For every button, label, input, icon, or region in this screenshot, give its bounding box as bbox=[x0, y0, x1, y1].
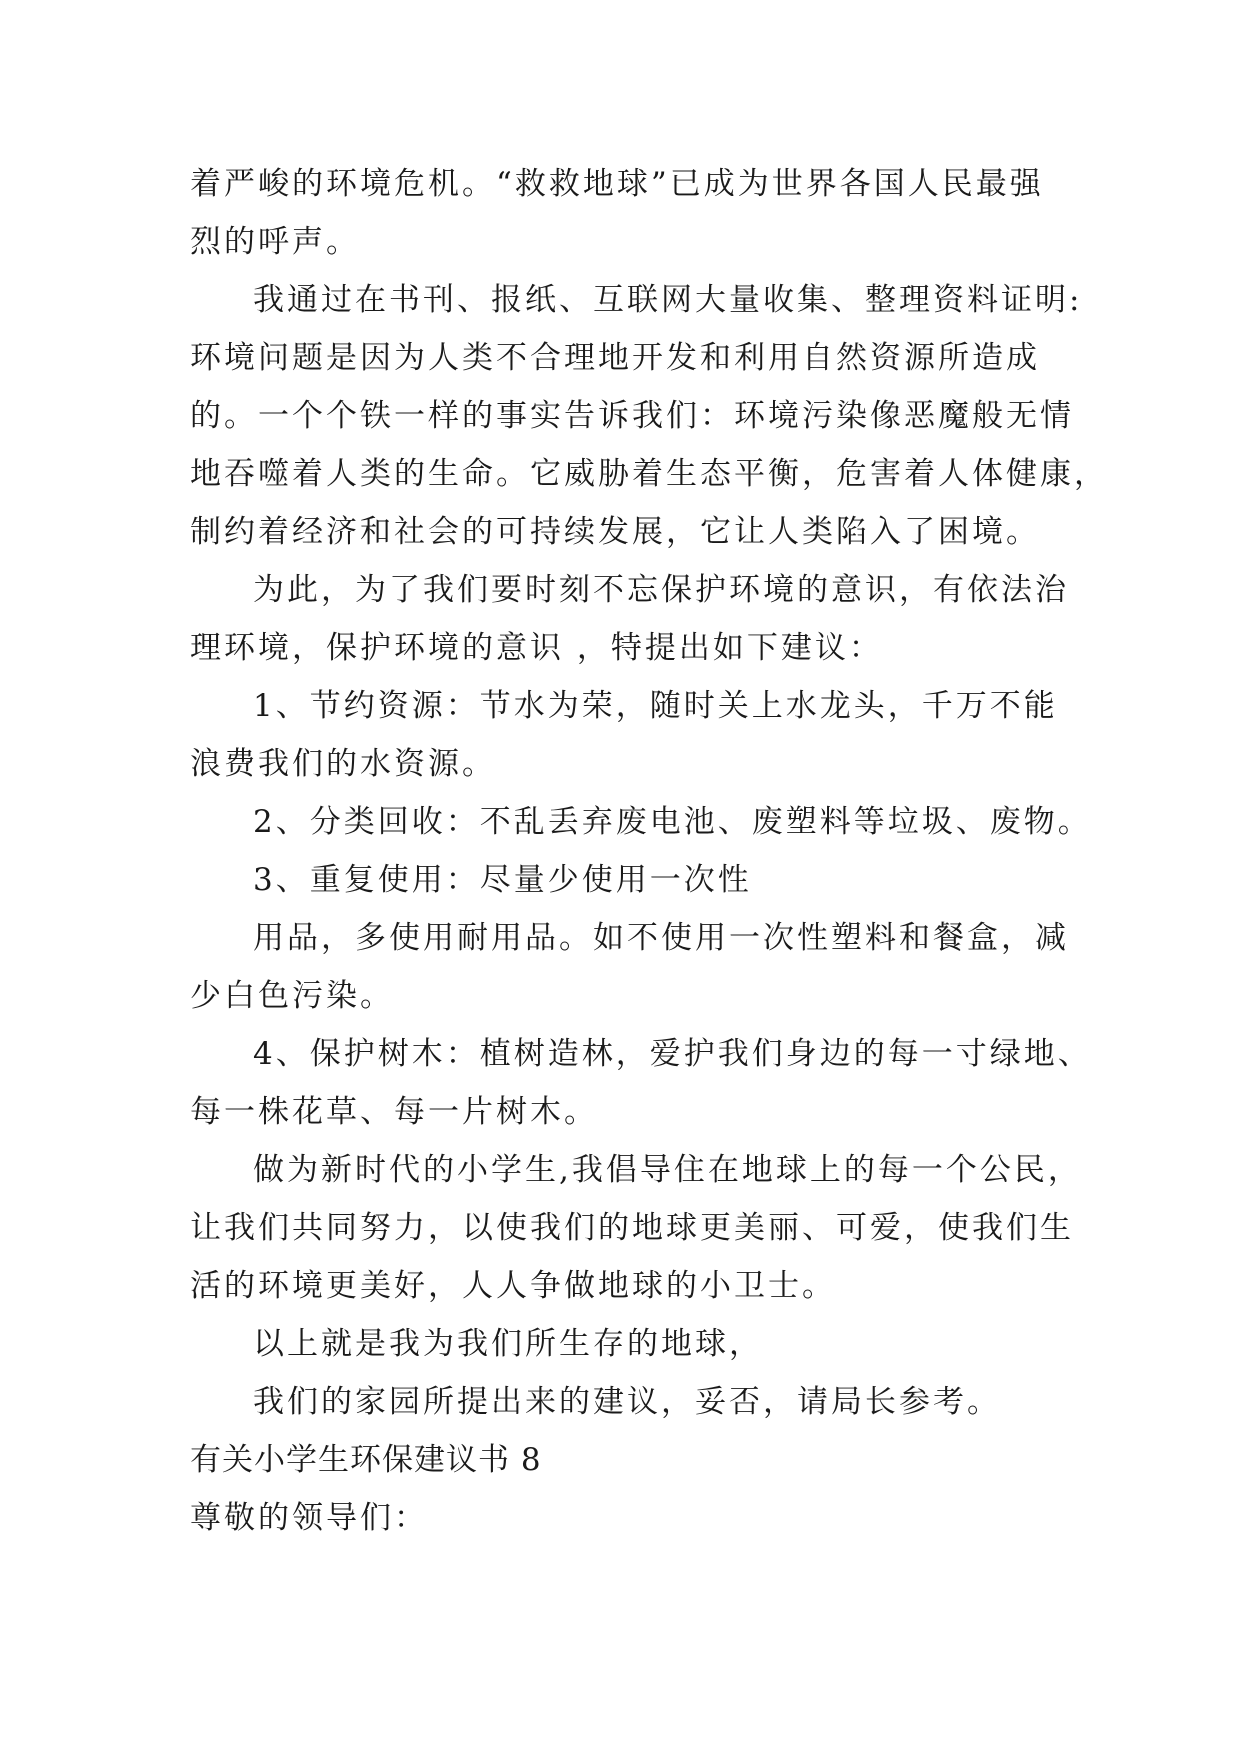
body-text-line: 让我们共同努力，以使我们的地球更美丽、可爱，使我们生 bbox=[190, 1210, 1074, 1246]
body-text-line: 少白色污染。 bbox=[190, 978, 394, 1014]
body-text-line: 着严峻的环境危机。“救救地球”已成为世界各国人民最强 bbox=[190, 166, 1044, 202]
paragraph-start-line: 我们的家园所提出来的建议，妥否，请局长参考。 bbox=[253, 1384, 1001, 1420]
list-item-line: 3、重复使用：尽量少使用一次性 bbox=[253, 862, 752, 898]
section-heading: 有关小学生环保建议书 8 bbox=[190, 1442, 542, 1478]
list-item-line: 4、保护树木：植树造林，爱护我们身边的每一寸绿地、 bbox=[253, 1036, 1092, 1072]
body-text-line: 活的环境更美好，人人争做地球的小卫士。 bbox=[190, 1268, 836, 1304]
body-text-line: 地吞噬着人类的生命。它威胁着生态平衡，危害着人体健康， bbox=[190, 456, 1108, 492]
body-text-line: 的。一个个铁一样的事实告诉我们：环境污染像恶魔般无情 bbox=[190, 398, 1074, 434]
body-text-line: 每一株花草、每一片树木。 bbox=[190, 1094, 598, 1130]
paragraph-start-line: 为此，为了我们要时刻不忘保护环境的意识，有依法治 bbox=[253, 572, 1069, 608]
paragraph-start-line: 以上就是我为我们所生存的地球， bbox=[253, 1326, 763, 1362]
salutation-line: 尊敬的领导们： bbox=[190, 1500, 428, 1536]
list-item-line: 1、节约资源：节水为荣，随时关上水龙头，千万不能 bbox=[253, 688, 1058, 724]
paragraph-start-line: 做为新时代的小学生,我倡导住在地球上的每一个公民， bbox=[253, 1152, 1082, 1188]
body-text-line: 制约着经济和社会的可持续发展，它让人类陷入了困境。 bbox=[190, 514, 1040, 550]
body-text-line: 环境问题是因为人类不合理地开发和利用自然资源所造成 bbox=[190, 340, 1040, 376]
body-text-line: 理环境，保护环境的意识 ，特提出如下建议： bbox=[190, 630, 883, 666]
list-item-line: 2、分类回收：不乱丢弃废电池、废塑料等垃圾、废物。 bbox=[253, 804, 1092, 840]
paragraph-start-line: 我通过在书刊、报纸、互联网大量收集、整理资料证明: bbox=[253, 282, 1083, 318]
body-text-line: 烈的呼声。 bbox=[190, 224, 360, 260]
body-text-line: 浪费我们的水资源。 bbox=[190, 746, 496, 782]
body-text-line: 用品，多使用耐用品。如不使用一次性塑料和餐盒，减 bbox=[253, 920, 1069, 956]
